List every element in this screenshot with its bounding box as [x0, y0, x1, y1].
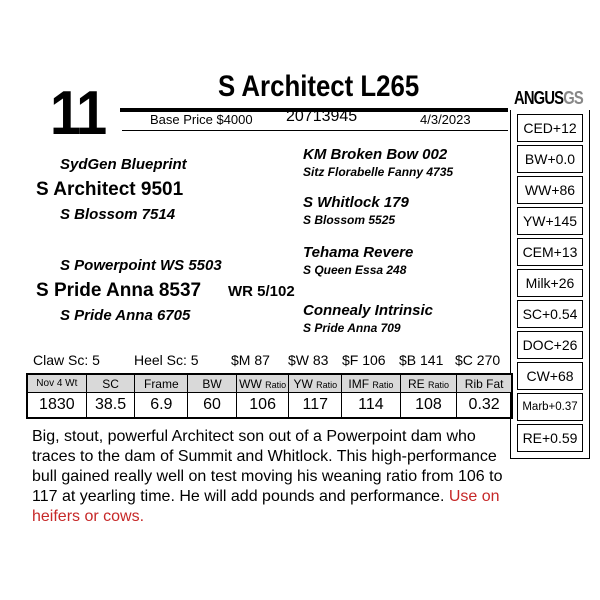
performance-header-row — [27, 374, 512, 393]
weaning-ratio-rank: WR 5/102 — [228, 283, 295, 300]
value-rib-fat: 0.32 — [457, 393, 512, 419]
header-sc: SC — [86, 374, 135, 393]
dollar-b: $B 141 — [399, 352, 444, 368]
header-frame: Frame — [135, 374, 188, 393]
epd-ced: CED+12 — [517, 114, 583, 142]
epd-marb: Marb+0.37 — [517, 393, 583, 421]
value-nov-wt: 1830 — [27, 393, 86, 419]
value-frame: 6.9 — [135, 393, 188, 419]
epd-cw: CW+68 — [517, 362, 583, 390]
value-sc: 38.5 — [86, 393, 135, 419]
epd-cem: CEM+13 — [517, 238, 583, 266]
lot-number: 11 — [50, 79, 106, 148]
value-imf-ratio: 114 — [342, 393, 401, 419]
dollar-m: $M 87 — [231, 352, 270, 368]
value-yw-ratio: 117 — [289, 393, 342, 419]
epd-yw: YW+145 — [517, 207, 583, 235]
header-rib-fat: Rib Fat — [457, 374, 512, 393]
epd-doc: DOC+26 — [517, 331, 583, 359]
pedigree-r4-dam: S Pride Anna 709 — [303, 321, 401, 335]
base-price: Base Price $4000 — [150, 112, 253, 127]
bull-name-title: S Architect L265 — [218, 70, 420, 103]
performance-table — [26, 373, 513, 419]
pedigree-dam-sire: S Powerpoint WS 5503 — [60, 257, 222, 274]
dollar-c: $C 270 — [455, 352, 501, 368]
pedigree-r2-sire: S Whitlock 179 — [303, 194, 409, 211]
value-ww-ratio: 106 — [236, 393, 289, 419]
pedigree-r4-sire: Connealy Intrinsic — [303, 302, 434, 319]
epd-bw: BW+0.0 — [517, 145, 583, 173]
header-bw: BW — [188, 374, 237, 393]
pedigree-r1-sire: KM Broken Bow 002 — [303, 146, 448, 163]
pedigree-sire-sire: SydGen Blueprint — [60, 156, 187, 173]
description — [32, 427, 512, 527]
header-ww-ratio: WW Ratio — [236, 374, 289, 393]
pedigree-r3-dam: S Queen Essa 248 — [303, 263, 407, 277]
pedigree-sire-dam: S Blossom 7514 — [60, 206, 176, 223]
header-re-ratio: RE Ratio — [400, 374, 457, 393]
epd-column — [510, 110, 590, 459]
value-re-ratio: 108 — [400, 393, 457, 419]
claw-score: Claw Sc: 5 — [33, 352, 100, 368]
angus-gs-logo: ANGUSGS — [514, 88, 583, 108]
epd-milk: Milk+26 — [517, 269, 583, 297]
epd-ww: WW+86 — [517, 176, 583, 204]
epd-sc: SC+0.54 — [517, 300, 583, 328]
pedigree-r3-sire: Tehama Revere — [303, 244, 414, 261]
header-underline — [122, 130, 508, 131]
header-yw-ratio: YW Ratio — [289, 374, 342, 393]
header-nov-wt: Nov 4 Wt — [27, 374, 86, 393]
heel-score: Heel Sc: 5 — [134, 352, 199, 368]
pedigree-r2-dam: S Blossom 5525 — [303, 213, 396, 227]
pedigree-r1-dam: Sitz Florabelle Fanny 4735 — [303, 165, 454, 179]
birth-date: 4/3/2023 — [420, 112, 471, 127]
pedigree-dam-dam: S Pride Anna 6705 — [60, 307, 191, 324]
dollar-f: $F 106 — [342, 352, 386, 368]
pedigree-sire: S Architect 9501 — [36, 179, 184, 200]
value-bw: 60 — [188, 393, 237, 419]
epd-re: RE+0.59 — [517, 424, 583, 452]
description-text: Big, stout, powerful Architect son out of a Powerpoint dam who traces to the dam of Summit and Whitlock. This high-performance bull gained really well on test moving his weaning ratio from 106 to 117 at yearling time. He will add pounds and performance. — [32, 428, 503, 505]
performance-value-row — [27, 393, 512, 419]
pedigree-dam: S Pride Anna 8537 — [36, 280, 202, 301]
description-highlight: Use on heifers or cows. — [32, 488, 500, 525]
registration-number: 20713945 — [286, 108, 358, 125]
header-imf-ratio: IMF Ratio — [342, 374, 401, 393]
dollar-w: $W 83 — [288, 352, 329, 368]
